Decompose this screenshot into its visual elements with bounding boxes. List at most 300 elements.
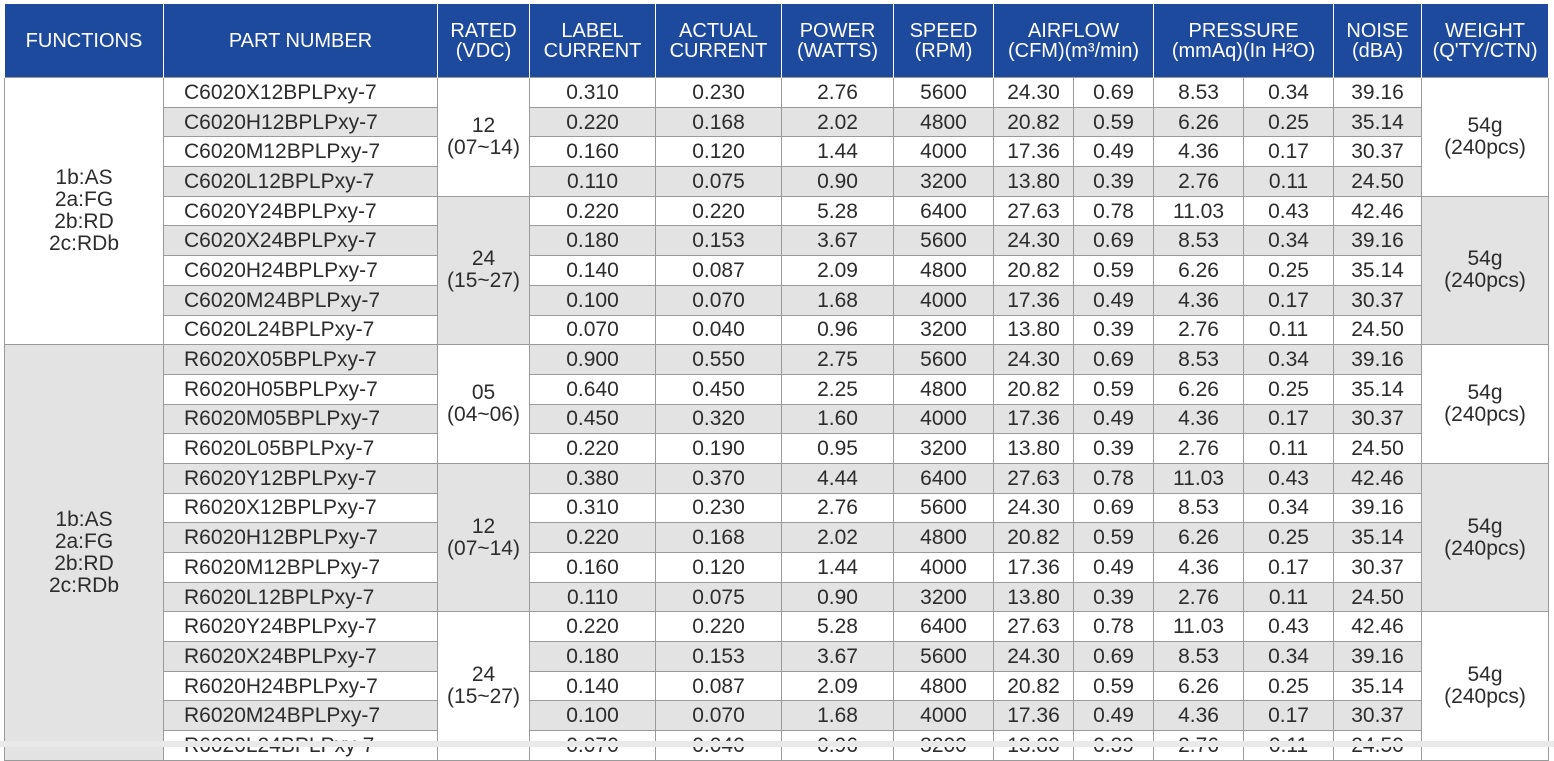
airflow-cfm-cell: 24.30 <box>994 226 1074 256</box>
pressure-inh2o-cell: 0.34 <box>1244 78 1334 108</box>
function-line: 2b:RD <box>54 210 114 234</box>
pressure-mmaq-cell: 2.76 <box>1154 167 1244 197</box>
label-current-cell: 0.220 <box>530 523 656 553</box>
speed-cell: 4800 <box>894 374 994 404</box>
table-row <box>5 226 1549 256</box>
pressure-mmaq-cell: 2.76 <box>1154 434 1244 464</box>
header-power <box>782 4 894 78</box>
weight-cell <box>1422 78 1549 197</box>
table-row <box>5 137 1549 167</box>
power-cell: 0.90 <box>782 582 894 612</box>
airflow-m3min-cell: 0.78 <box>1074 196 1154 226</box>
weight-line: 54g <box>1467 247 1503 271</box>
rated-voltage-cell <box>438 463 530 611</box>
label-current-cell: 0.900 <box>530 345 656 375</box>
speed-cell: 6400 <box>894 463 994 493</box>
noise-cell: 39.16 <box>1334 642 1422 672</box>
speed-cell: 5600 <box>894 493 994 523</box>
part-number-cell: R6020M05BPLPxy-7 <box>164 404 438 434</box>
actual-current-cell: 0.230 <box>656 78 782 108</box>
power-cell: 2.02 <box>782 523 894 553</box>
airflow-m3min-cell: 0.59 <box>1074 107 1154 137</box>
pressure-mmaq-cell: 11.03 <box>1154 463 1244 493</box>
table-row <box>5 256 1549 286</box>
header-noise <box>1334 4 1422 78</box>
table-row <box>5 553 1549 583</box>
pressure-inh2o-cell: 0.17 <box>1244 553 1334 583</box>
pressure-mmaq-cell: 6.26 <box>1154 256 1244 286</box>
speed-cell: 4800 <box>894 256 994 286</box>
voltage-line: 12 <box>471 113 496 137</box>
label-current-cell: 0.110 <box>530 167 656 197</box>
header-text: PART NUMBER <box>228 29 373 52</box>
airflow-m3min-cell: 0.39 <box>1074 582 1154 612</box>
label-current-cell: 0.140 <box>530 256 656 286</box>
airflow-m3min-cell: 0.49 <box>1074 285 1154 315</box>
header-text: CURRENT <box>543 39 642 62</box>
part-number-cell: C6020H24BPLPxy-7 <box>164 256 438 286</box>
pressure-inh2o-cell: 0.43 <box>1244 463 1334 493</box>
header-text: NOISE <box>1346 19 1409 42</box>
weight-line: (240pcs) <box>1444 135 1526 159</box>
part-number-cell: C6020L12BPLPxy-7 <box>164 167 438 197</box>
header-text: LABEL <box>561 19 624 42</box>
pressure-mmaq-cell: 6.26 <box>1154 523 1244 553</box>
functions-cell <box>5 345 164 761</box>
part-number-cell: R6020L05BPLPxy-7 <box>164 434 438 464</box>
power-cell: 2.76 <box>782 493 894 523</box>
bottom-divider <box>0 741 1554 747</box>
power-cell: 3.67 <box>782 226 894 256</box>
airflow-m3min-cell: 0.78 <box>1074 463 1154 493</box>
voltage-line: 24 <box>471 247 496 271</box>
pressure-mmaq-cell: 8.53 <box>1154 226 1244 256</box>
part-number-cell: R6020X24BPLPxy-7 <box>164 642 438 672</box>
part-number-cell: C6020X12BPLPxy-7 <box>164 78 438 108</box>
weight-line: 54g <box>1467 663 1503 687</box>
pressure-inh2o-cell: 0.34 <box>1244 345 1334 375</box>
speed-cell: 4000 <box>894 137 994 167</box>
table-row <box>5 523 1549 553</box>
table-row <box>5 671 1549 701</box>
header-label-current <box>530 4 656 78</box>
airflow-cfm-cell: 17.36 <box>994 553 1074 583</box>
power-cell: 1.44 <box>782 137 894 167</box>
actual-current-cell: 0.168 <box>656 107 782 137</box>
power-cell: 1.44 <box>782 553 894 583</box>
label-current-cell: 0.220 <box>530 434 656 464</box>
noise-cell: 39.16 <box>1334 345 1422 375</box>
power-cell: 5.28 <box>782 612 894 642</box>
weight-cell <box>1422 345 1549 464</box>
pressure-inh2o-cell: 0.25 <box>1244 523 1334 553</box>
weight-line: 54g <box>1467 514 1503 538</box>
airflow-cfm-cell: 13.80 <box>994 582 1074 612</box>
airflow-cfm-cell: 17.36 <box>994 404 1074 434</box>
airflow-m3min-cell: 0.39 <box>1074 315 1154 345</box>
part-number-cell: R6020Y24BPLPxy-7 <box>164 612 438 642</box>
part-number-cell: R6020H05BPLPxy-7 <box>164 374 438 404</box>
pressure-mmaq-cell: 6.26 <box>1154 671 1244 701</box>
weight-cell <box>1422 463 1549 611</box>
header-text: (VDC) <box>455 39 512 62</box>
noise-cell: 24.50 <box>1334 315 1422 345</box>
actual-current-cell: 0.075 <box>656 582 782 612</box>
airflow-m3min-cell: 0.59 <box>1074 671 1154 701</box>
speed-cell: 4000 <box>894 404 994 434</box>
function-line: 2c:RDb <box>48 232 120 256</box>
pressure-mmaq-cell: 11.03 <box>1154 612 1244 642</box>
airflow-cfm-cell: 27.63 <box>994 196 1074 226</box>
airflow-cfm-cell: 20.82 <box>994 374 1074 404</box>
pressure-mmaq-cell: 8.53 <box>1154 493 1244 523</box>
part-number-cell: C6020X24BPLPxy-7 <box>164 226 438 256</box>
table-row <box>5 78 1549 108</box>
power-cell: 2.09 <box>782 256 894 286</box>
table-body <box>5 78 1549 761</box>
table-row <box>5 315 1549 345</box>
actual-current-cell: 0.153 <box>656 642 782 672</box>
header-text: PRESSURE <box>1188 19 1299 42</box>
label-current-cell: 0.220 <box>530 612 656 642</box>
actual-current-cell: 0.220 <box>656 612 782 642</box>
pressure-inh2o-cell: 0.34 <box>1244 493 1334 523</box>
airflow-m3min-cell: 0.59 <box>1074 523 1154 553</box>
airflow-cfm-cell: 24.30 <box>994 493 1074 523</box>
part-number-cell: R6020H24BPLPxy-7 <box>164 671 438 701</box>
weight-line: (240pcs) <box>1444 685 1526 709</box>
airflow-cfm-cell: 13.80 <box>994 167 1074 197</box>
label-current-cell: 0.070 <box>530 315 656 345</box>
noise-cell: 24.50 <box>1334 434 1422 464</box>
speed-cell: 6400 <box>894 196 994 226</box>
label-current-cell: 0.220 <box>530 107 656 137</box>
airflow-m3min-cell: 0.78 <box>1074 612 1154 642</box>
noise-cell: 30.37 <box>1334 404 1422 434</box>
airflow-m3min-cell: 0.69 <box>1074 226 1154 256</box>
part-number-cell: R6020M12BPLPxy-7 <box>164 553 438 583</box>
weight-line: 54g <box>1467 381 1503 405</box>
pressure-inh2o-cell: 0.43 <box>1244 612 1334 642</box>
table-row <box>5 701 1549 731</box>
weight-cell <box>1422 612 1549 760</box>
noise-cell: 42.46 <box>1334 612 1422 642</box>
actual-current-cell: 0.220 <box>656 196 782 226</box>
power-cell: 2.09 <box>782 671 894 701</box>
airflow-cfm-cell: 24.30 <box>994 642 1074 672</box>
part-number-cell: C6020M24BPLPxy-7 <box>164 285 438 315</box>
pressure-inh2o-cell: 0.17 <box>1244 285 1334 315</box>
function-line: 1b:AS <box>55 507 113 531</box>
table-row <box>5 582 1549 612</box>
header-text: (mmAq)(In H²O) <box>1171 39 1316 62</box>
label-current-cell: 0.640 <box>530 374 656 404</box>
voltage-line: (07~14) <box>447 135 520 159</box>
part-number-cell: R6020L12BPLPxy-7 <box>164 582 438 612</box>
header-rated-vdc <box>438 4 530 78</box>
actual-current-cell: 0.070 <box>656 701 782 731</box>
weight-line: (240pcs) <box>1444 536 1526 560</box>
function-line: 2a:FG <box>54 529 114 553</box>
pressure-mmaq-cell: 8.53 <box>1154 642 1244 672</box>
actual-current-cell: 0.120 <box>656 137 782 167</box>
part-number-cell: C6020H12BPLPxy-7 <box>164 107 438 137</box>
header-weight <box>1422 4 1549 78</box>
actual-current-cell: 0.087 <box>656 256 782 286</box>
part-number-cell: C6020Y24BPLPxy-7 <box>164 196 438 226</box>
voltage-line: (15~27) <box>447 269 520 293</box>
label-current-cell: 0.140 <box>530 671 656 701</box>
weight-cell <box>1422 196 1549 344</box>
speed-cell: 3200 <box>894 167 994 197</box>
airflow-cfm-cell: 17.36 <box>994 137 1074 167</box>
voltage-line: 24 <box>471 663 496 687</box>
function-line: 1b:AS <box>55 166 113 190</box>
actual-current-cell: 0.168 <box>656 523 782 553</box>
pressure-inh2o-cell: 0.34 <box>1244 226 1334 256</box>
pressure-mmaq-cell: 6.26 <box>1154 107 1244 137</box>
noise-cell: 35.14 <box>1334 107 1422 137</box>
part-number-cell: R6020H12BPLPxy-7 <box>164 523 438 553</box>
fan-spec-table <box>4 4 1549 761</box>
header-speed <box>894 4 994 78</box>
part-number-cell: R6020X12BPLPxy-7 <box>164 493 438 523</box>
power-cell: 0.95 <box>782 434 894 464</box>
label-current-cell: 0.100 <box>530 285 656 315</box>
speed-cell: 5600 <box>894 642 994 672</box>
airflow-cfm-cell: 24.30 <box>994 78 1074 108</box>
airflow-cfm-cell: 17.36 <box>994 701 1074 731</box>
actual-current-cell: 0.070 <box>656 285 782 315</box>
table-row <box>5 196 1549 226</box>
rated-voltage-cell <box>438 78 530 197</box>
actual-current-cell: 0.087 <box>656 671 782 701</box>
noise-cell: 35.14 <box>1334 374 1422 404</box>
actual-current-cell: 0.550 <box>656 345 782 375</box>
header-functions <box>5 4 164 78</box>
header-text: (WATTS) <box>796 39 879 62</box>
airflow-cfm-cell: 20.82 <box>994 256 1074 286</box>
pressure-mmaq-cell: 8.53 <box>1154 78 1244 108</box>
noise-cell: 24.50 <box>1334 167 1422 197</box>
table-row <box>5 374 1549 404</box>
voltage-line: (04~06) <box>447 403 520 427</box>
power-cell: 2.76 <box>782 78 894 108</box>
header-text: ACTUAL <box>679 19 758 42</box>
label-current-cell: 0.180 <box>530 642 656 672</box>
speed-cell: 4000 <box>894 553 994 583</box>
speed-cell: 5600 <box>894 226 994 256</box>
pressure-inh2o-cell: 0.34 <box>1244 642 1334 672</box>
power-cell: 1.68 <box>782 701 894 731</box>
label-current-cell: 0.310 <box>530 78 656 108</box>
pressure-mmaq-cell: 2.76 <box>1154 582 1244 612</box>
power-cell: 0.90 <box>782 167 894 197</box>
pressure-mmaq-cell: 6.26 <box>1154 374 1244 404</box>
noise-cell: 39.16 <box>1334 493 1422 523</box>
part-number-cell: R6020M24BPLPxy-7 <box>164 701 438 731</box>
pressure-inh2o-cell: 0.11 <box>1244 315 1334 345</box>
pressure-inh2o-cell: 0.25 <box>1244 256 1334 286</box>
pressure-inh2o-cell: 0.25 <box>1244 107 1334 137</box>
label-current-cell: 0.220 <box>530 196 656 226</box>
label-current-cell: 0.310 <box>530 493 656 523</box>
actual-current-cell: 0.320 <box>656 404 782 434</box>
header-text: FUNCTIONS <box>25 29 143 52</box>
function-line: 2c:RDb <box>48 573 120 597</box>
header-text: (CFM)(m³/min) <box>1007 39 1140 62</box>
power-cell: 2.02 <box>782 107 894 137</box>
weight-line: 54g <box>1467 113 1503 137</box>
part-number-cell: C6020L24BPLPxy-7 <box>164 315 438 345</box>
label-current-cell: 0.180 <box>530 226 656 256</box>
airflow-m3min-cell: 0.69 <box>1074 345 1154 375</box>
actual-current-cell: 0.230 <box>656 493 782 523</box>
noise-cell: 35.14 <box>1334 523 1422 553</box>
table-row <box>5 167 1549 197</box>
pressure-inh2o-cell: 0.25 <box>1244 671 1334 701</box>
noise-cell: 30.37 <box>1334 285 1422 315</box>
airflow-cfm-cell: 17.36 <box>994 285 1074 315</box>
header-text: RATED <box>450 19 517 42</box>
pressure-mmaq-cell: 4.36 <box>1154 553 1244 583</box>
airflow-m3min-cell: 0.39 <box>1074 167 1154 197</box>
pressure-inh2o-cell: 0.11 <box>1244 434 1334 464</box>
noise-cell: 42.46 <box>1334 196 1422 226</box>
speed-cell: 4800 <box>894 523 994 553</box>
noise-cell: 35.14 <box>1334 256 1422 286</box>
power-cell: 2.25 <box>782 374 894 404</box>
header-airflow <box>994 4 1154 78</box>
speed-cell: 4000 <box>894 285 994 315</box>
pressure-mmaq-cell: 4.36 <box>1154 285 1244 315</box>
weight-line: (240pcs) <box>1444 403 1526 427</box>
header-text: WEIGHT <box>1445 19 1526 42</box>
table-row <box>5 463 1549 493</box>
speed-cell: 4800 <box>894 671 994 701</box>
airflow-cfm-cell: 20.82 <box>994 671 1074 701</box>
airflow-cfm-cell: 13.80 <box>994 434 1074 464</box>
noise-cell: 30.37 <box>1334 701 1422 731</box>
power-cell: 3.67 <box>782 642 894 672</box>
airflow-cfm-cell: 27.63 <box>994 463 1074 493</box>
speed-cell: 4800 <box>894 107 994 137</box>
power-cell: 5.28 <box>782 196 894 226</box>
speed-cell: 3200 <box>894 315 994 345</box>
airflow-cfm-cell: 13.80 <box>994 315 1074 345</box>
pressure-mmaq-cell: 4.36 <box>1154 701 1244 731</box>
functions-cell <box>5 78 164 345</box>
table-row <box>5 404 1549 434</box>
header-text: CURRENT <box>669 39 768 62</box>
label-current-cell: 0.450 <box>530 404 656 434</box>
table-row <box>5 434 1549 464</box>
noise-cell: 42.46 <box>1334 463 1422 493</box>
speed-cell: 3200 <box>894 582 994 612</box>
pressure-mmaq-cell: 11.03 <box>1154 196 1244 226</box>
actual-current-cell: 0.040 <box>656 315 782 345</box>
airflow-m3min-cell: 0.69 <box>1074 493 1154 523</box>
header-text: SPEED <box>909 19 978 42</box>
header-row <box>5 4 1549 78</box>
pressure-mmaq-cell: 4.36 <box>1154 137 1244 167</box>
pressure-inh2o-cell: 0.11 <box>1244 167 1334 197</box>
airflow-cfm-cell: 20.82 <box>994 523 1074 553</box>
rated-voltage-cell <box>438 345 530 464</box>
airflow-m3min-cell: 0.59 <box>1074 374 1154 404</box>
table-row <box>5 345 1549 375</box>
noise-cell: 30.37 <box>1334 137 1422 167</box>
power-cell: 1.60 <box>782 404 894 434</box>
label-current-cell: 0.380 <box>530 463 656 493</box>
table-row <box>5 612 1549 642</box>
actual-current-cell: 0.190 <box>656 434 782 464</box>
actual-current-cell: 0.075 <box>656 167 782 197</box>
noise-cell: 24.50 <box>1334 582 1422 612</box>
rated-voltage-cell <box>438 196 530 344</box>
part-number-cell: R6020X05BPLPxy-7 <box>164 345 438 375</box>
header-actual-current <box>656 4 782 78</box>
label-current-cell: 0.160 <box>530 137 656 167</box>
airflow-cfm-cell: 20.82 <box>994 107 1074 137</box>
header-part-number <box>164 4 438 78</box>
label-current-cell: 0.100 <box>530 701 656 731</box>
weight-line: (240pcs) <box>1444 269 1526 293</box>
noise-cell: 35.14 <box>1334 671 1422 701</box>
table-row <box>5 285 1549 315</box>
part-number-cell: C6020M12BPLPxy-7 <box>164 137 438 167</box>
label-current-cell: 0.110 <box>530 582 656 612</box>
speed-cell: 4000 <box>894 701 994 731</box>
table-row <box>5 107 1549 137</box>
power-cell: 2.75 <box>782 345 894 375</box>
actual-current-cell: 0.153 <box>656 226 782 256</box>
power-cell: 0.96 <box>782 315 894 345</box>
pressure-inh2o-cell: 0.11 <box>1244 582 1334 612</box>
airflow-m3min-cell: 0.49 <box>1074 701 1154 731</box>
airflow-cfm-cell: 24.30 <box>994 345 1074 375</box>
pressure-inh2o-cell: 0.43 <box>1244 196 1334 226</box>
header-text: (dBA) <box>1351 39 1404 62</box>
noise-cell: 39.16 <box>1334 226 1422 256</box>
speed-cell: 5600 <box>894 78 994 108</box>
function-line: 2a:FG <box>54 188 114 212</box>
pressure-inh2o-cell: 0.25 <box>1244 374 1334 404</box>
airflow-cfm-cell: 27.63 <box>994 612 1074 642</box>
pressure-inh2o-cell: 0.17 <box>1244 137 1334 167</box>
pressure-mmaq-cell: 2.76 <box>1154 315 1244 345</box>
airflow-m3min-cell: 0.49 <box>1074 137 1154 167</box>
voltage-line: 05 <box>471 381 496 405</box>
header-text: (Q'TY/CTN) <box>1432 39 1538 62</box>
header-pressure <box>1154 4 1334 78</box>
power-cell: 4.44 <box>782 463 894 493</box>
pressure-mmaq-cell: 8.53 <box>1154 345 1244 375</box>
actual-current-cell: 0.120 <box>656 553 782 583</box>
voltage-line: (07~14) <box>447 536 520 560</box>
label-current-cell: 0.160 <box>530 553 656 583</box>
airflow-m3min-cell: 0.69 <box>1074 78 1154 108</box>
speed-cell: 6400 <box>894 612 994 642</box>
voltage-line: (15~27) <box>447 685 520 709</box>
pressure-inh2o-cell: 0.17 <box>1244 701 1334 731</box>
rated-voltage-cell <box>438 612 530 760</box>
airflow-m3min-cell: 0.69 <box>1074 642 1154 672</box>
part-number-cell: R6020Y12BPLPxy-7 <box>164 463 438 493</box>
speed-cell: 3200 <box>894 434 994 464</box>
power-cell: 1.68 <box>782 285 894 315</box>
noise-cell: 39.16 <box>1334 78 1422 108</box>
